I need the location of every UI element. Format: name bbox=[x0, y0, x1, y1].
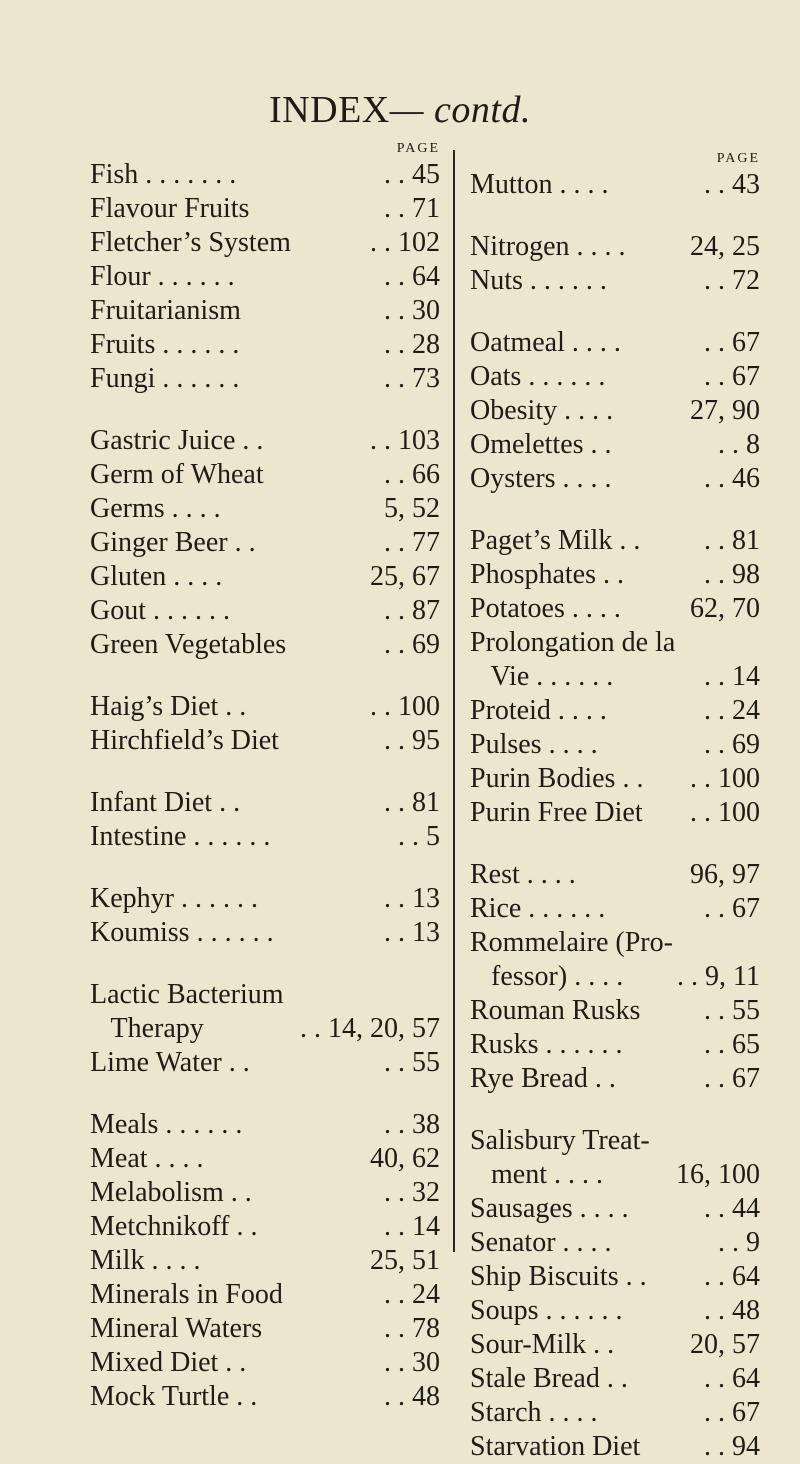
index-entry bbox=[90, 424, 440, 458]
index-entry bbox=[90, 1012, 440, 1046]
index-entry bbox=[90, 328, 440, 362]
index-pages: . . 44 bbox=[704, 1193, 760, 1224]
index-term: Gout . . . . . . bbox=[90, 595, 230, 626]
index-term: Oysters . . . . bbox=[470, 463, 612, 494]
index-term: Koumiss . . . . . . bbox=[90, 917, 274, 948]
index-entry bbox=[470, 592, 760, 626]
index-pages: . . 9 bbox=[718, 1227, 760, 1258]
index-pages: . . 67 bbox=[704, 327, 760, 358]
index-term: Lactic Bacterium bbox=[90, 979, 284, 1010]
index-entry bbox=[470, 230, 760, 264]
index-entry bbox=[470, 394, 760, 428]
index-term: Omelettes . . bbox=[470, 429, 612, 460]
index-column-left bbox=[90, 140, 440, 1414]
index-term: Phosphates . . bbox=[470, 559, 624, 590]
index-term: Proteid . . . . bbox=[470, 695, 607, 726]
index-term: Starch . . . . bbox=[470, 1397, 598, 1428]
index-entry bbox=[470, 1028, 760, 1062]
index-pages: . . 100 bbox=[690, 763, 760, 794]
index-term: Stale Bread . . bbox=[470, 1363, 628, 1394]
index-pages: . . 8 bbox=[718, 429, 760, 460]
index-entry bbox=[470, 264, 760, 298]
index-entry bbox=[470, 1192, 760, 1226]
index-term: Rommelaire (Pro- bbox=[470, 927, 673, 958]
index-entry bbox=[90, 724, 440, 758]
index-term: Mock Turtle . . bbox=[90, 1381, 258, 1412]
index-entry bbox=[470, 168, 760, 202]
index-pages: . . 9, 11 bbox=[677, 961, 760, 992]
index-pages: . . 45 bbox=[384, 159, 440, 190]
index-entry bbox=[90, 294, 440, 328]
index-pages: . . 81 bbox=[704, 525, 760, 556]
index-pages: . . 67 bbox=[704, 893, 760, 924]
index-pages: . . 67 bbox=[704, 1397, 760, 1428]
index-pages: . . 55 bbox=[704, 995, 760, 1026]
index-pages: . . 30 bbox=[384, 1347, 440, 1378]
index-term: Soups . . . . . . bbox=[470, 1295, 623, 1326]
index-entry bbox=[90, 1380, 440, 1414]
index-entry bbox=[90, 978, 440, 1012]
index-pages: . . 14, 20, 57 bbox=[300, 1013, 440, 1044]
group-spacer bbox=[90, 758, 440, 786]
index-entry bbox=[470, 858, 760, 892]
index-entry bbox=[90, 158, 440, 192]
index-pages: 27, 90 bbox=[690, 395, 760, 426]
index-term: Nuts . . . . . . bbox=[470, 265, 607, 296]
index-entry bbox=[90, 628, 440, 662]
index-pages: . . 66 bbox=[384, 459, 440, 490]
index-term: Hirchfield’s Diet bbox=[90, 725, 279, 756]
index-pages: . . 46 bbox=[704, 463, 760, 494]
index-entry bbox=[90, 1210, 440, 1244]
index-entry bbox=[470, 1362, 760, 1396]
index-entry bbox=[470, 1430, 760, 1464]
index-entry bbox=[90, 1312, 440, 1346]
index-entry bbox=[470, 1062, 760, 1096]
index-pages: 96, 97 bbox=[690, 859, 760, 890]
index-term: Salisbury Treat- bbox=[470, 1125, 650, 1156]
group-spacer bbox=[90, 950, 440, 978]
index-entry bbox=[470, 1226, 760, 1260]
index-term: Sausages . . . . bbox=[470, 1193, 629, 1224]
index-entry bbox=[90, 560, 440, 594]
index-entry bbox=[470, 960, 760, 994]
index-pages: . . 55 bbox=[384, 1047, 440, 1078]
index-pages: 25, 51 bbox=[370, 1245, 440, 1276]
index-term: Ginger Beer . . bbox=[90, 527, 256, 558]
index-term: Milk . . . . bbox=[90, 1245, 201, 1276]
index-entry bbox=[90, 492, 440, 526]
index-entry bbox=[470, 524, 760, 558]
index-term: Fletcher’s System bbox=[90, 227, 291, 258]
group-spacer bbox=[470, 202, 760, 230]
index-entry bbox=[90, 1346, 440, 1380]
index-term: Fish . . . . . . . bbox=[90, 159, 237, 190]
index-term: Gastric Juice . . bbox=[90, 425, 264, 456]
index-term: Haig’s Diet . . bbox=[90, 691, 247, 722]
index-pages: . . 87 bbox=[384, 595, 440, 626]
index-term: Fruitarianism bbox=[90, 295, 241, 326]
index-pages: . . 67 bbox=[704, 1063, 760, 1094]
group-spacer bbox=[90, 1080, 440, 1108]
index-term: Therapy bbox=[90, 1013, 204, 1044]
index-entry bbox=[470, 1294, 760, 1328]
index-entry bbox=[90, 526, 440, 560]
index-term: Germs . . . . bbox=[90, 493, 221, 524]
index-term: Mineral Waters bbox=[90, 1313, 263, 1344]
group-spacer bbox=[90, 396, 440, 424]
index-term: Flavour Fruits bbox=[90, 193, 250, 224]
index-entry bbox=[90, 362, 440, 396]
index-term: Kephyr . . . . . . bbox=[90, 883, 258, 914]
index-term: Minerals in Food bbox=[90, 1279, 283, 1310]
index-pages: . . 14 bbox=[704, 661, 760, 692]
index-pages: . . 48 bbox=[704, 1295, 760, 1326]
index-term: Rice . . . . . . bbox=[470, 893, 606, 924]
index-entry bbox=[470, 1158, 760, 1192]
index-pages: . . 65 bbox=[704, 1029, 760, 1060]
index-entry bbox=[470, 428, 760, 462]
index-entry bbox=[90, 458, 440, 492]
index-term: Fruits . . . . . . bbox=[90, 329, 240, 360]
group-spacer bbox=[470, 298, 760, 326]
index-pages: . . 14 bbox=[384, 1211, 440, 1242]
index-term: Metchnikoff . . bbox=[90, 1211, 258, 1242]
index-entry bbox=[90, 1142, 440, 1176]
index-pages: . . 98 bbox=[704, 559, 760, 590]
index-entry bbox=[470, 694, 760, 728]
index-entry bbox=[90, 690, 440, 724]
index-term: Starvation Diet bbox=[470, 1431, 641, 1462]
index-term: Pulses . . . . bbox=[470, 729, 598, 760]
title-suffix: — contd. bbox=[389, 89, 531, 131]
index-entry bbox=[470, 626, 760, 660]
index-pages: . . 69 bbox=[704, 729, 760, 760]
page-column-label: PAGE bbox=[396, 141, 440, 156]
index-pages: . . 72 bbox=[704, 265, 760, 296]
index-term: Obesity . . . . bbox=[470, 395, 614, 426]
index-pages: 24, 25 bbox=[690, 231, 760, 262]
index-pages: . . 24 bbox=[384, 1279, 440, 1310]
index-pages: . . 30 bbox=[384, 295, 440, 326]
index-entry bbox=[470, 660, 760, 694]
index-entry bbox=[470, 1328, 760, 1362]
index-term: Mutton . . . . bbox=[470, 169, 609, 200]
index-entry bbox=[90, 786, 440, 820]
index-term: Potatoes . . . . bbox=[470, 593, 621, 624]
group-spacer bbox=[470, 1096, 760, 1124]
index-pages: 16, 100 bbox=[676, 1159, 760, 1190]
index-term: Oats . . . . . . bbox=[470, 361, 606, 392]
index-entry bbox=[90, 594, 440, 628]
page-column-label: PAGE bbox=[716, 151, 760, 166]
index-term: Ship Biscuits . . bbox=[470, 1261, 647, 1292]
index-term: Oatmeal . . . . bbox=[470, 327, 621, 358]
index-entry bbox=[90, 1176, 440, 1210]
index-term: Gluten . . . . bbox=[90, 561, 223, 592]
index-entry bbox=[90, 1278, 440, 1312]
index-term: Rest . . . . bbox=[470, 859, 576, 890]
index-entry bbox=[90, 820, 440, 854]
index-pages: . . 64 bbox=[704, 1363, 760, 1394]
index-entry bbox=[470, 728, 760, 762]
index-term: Green Vegetables bbox=[90, 629, 287, 660]
index-term: Rusks . . . . . . bbox=[470, 1029, 623, 1060]
index-pages: . . 94 bbox=[704, 1431, 760, 1462]
index-pages: . . 73 bbox=[384, 363, 440, 394]
group-spacer bbox=[470, 496, 760, 524]
index-pages: . . 32 bbox=[384, 1177, 440, 1208]
index-entry bbox=[470, 1260, 760, 1294]
index-entry bbox=[90, 192, 440, 226]
index-term: Infant Diet . . bbox=[90, 787, 241, 818]
index-entry bbox=[470, 1124, 760, 1158]
index-term: fessor) . . . . bbox=[470, 961, 624, 992]
index-entry bbox=[470, 326, 760, 360]
index-term: Lime Water . . bbox=[90, 1047, 250, 1078]
index-term: Rouman Rusks bbox=[470, 995, 641, 1026]
index-pages: . . 77 bbox=[384, 527, 440, 558]
index-term: Nitrogen . . . . bbox=[470, 231, 626, 262]
index-term: ment . . . . bbox=[470, 1159, 603, 1190]
index-entry bbox=[90, 1244, 440, 1278]
index-entry bbox=[90, 1046, 440, 1080]
index-entry bbox=[470, 994, 760, 1028]
index-pages: . . 5 bbox=[398, 821, 440, 852]
index-pages: . . 67 bbox=[704, 361, 760, 392]
group-spacer bbox=[470, 830, 760, 858]
index-pages: 20, 57 bbox=[690, 1329, 760, 1360]
index-term: Rye Bread . . bbox=[470, 1063, 616, 1094]
index-term: Fungi . . . . . . bbox=[90, 363, 240, 394]
index-term: Vie . . . . . . bbox=[470, 661, 614, 692]
index-term: Meals . . . . . . bbox=[90, 1109, 243, 1140]
index-entry bbox=[90, 882, 440, 916]
index-term: Mixed Diet . . bbox=[90, 1347, 247, 1378]
index-pages: . . 102 bbox=[370, 227, 440, 258]
title-main: INDEX bbox=[269, 89, 390, 131]
index-pages: . . 43 bbox=[704, 169, 760, 200]
index-entry bbox=[90, 916, 440, 950]
index-pages: 40, 62 bbox=[370, 1143, 440, 1174]
index-entry bbox=[470, 926, 760, 960]
index-pages: 62, 70 bbox=[690, 593, 760, 624]
index-pages: . . 103 bbox=[370, 425, 440, 456]
index-pages: . . 81 bbox=[384, 787, 440, 818]
index-entry bbox=[470, 796, 760, 830]
index-pages: . . 100 bbox=[370, 691, 440, 722]
index-pages: . . 95 bbox=[384, 725, 440, 756]
index-entry bbox=[470, 462, 760, 496]
index-pages: . . 38 bbox=[384, 1109, 440, 1140]
index-entry bbox=[470, 1396, 760, 1430]
index-entry bbox=[90, 260, 440, 294]
index-pages: 5, 52 bbox=[384, 493, 440, 524]
index-pages: . . 28 bbox=[384, 329, 440, 360]
index-term: Germ of Wheat bbox=[90, 459, 264, 490]
index-pages: . . 69 bbox=[384, 629, 440, 660]
index-column-right bbox=[470, 140, 760, 1464]
index-pages: . . 78 bbox=[384, 1313, 440, 1344]
index-pages: 25, 67 bbox=[370, 561, 440, 592]
index-term: Prolongation de la bbox=[470, 627, 676, 658]
index-entry bbox=[90, 1108, 440, 1142]
index-pages: . . 64 bbox=[384, 261, 440, 292]
index-pages: . . 13 bbox=[384, 883, 440, 914]
group-spacer bbox=[90, 854, 440, 882]
index-pages: . . 24 bbox=[704, 695, 760, 726]
index-pages: . . 71 bbox=[384, 193, 440, 224]
index-term: Intestine . . . . . . bbox=[90, 821, 271, 852]
index-term: Melabolism . . bbox=[90, 1177, 252, 1208]
index-entry bbox=[470, 558, 760, 592]
index-pages: . . 100 bbox=[690, 797, 760, 828]
index-term: Sour-Milk . . bbox=[470, 1329, 615, 1360]
index-pages: . . 13 bbox=[384, 917, 440, 948]
group-spacer bbox=[90, 662, 440, 690]
index-term: Paget’s Milk . . bbox=[470, 525, 641, 556]
index-term: Flour . . . . . . bbox=[90, 261, 235, 292]
index-pages: . . 48 bbox=[384, 1381, 440, 1412]
page-title bbox=[0, 88, 800, 132]
index-pages: . . 64 bbox=[704, 1261, 760, 1292]
index-entry bbox=[90, 226, 440, 260]
index-term: Meat . . . . bbox=[90, 1143, 204, 1174]
index-term: Senator . . . . bbox=[470, 1227, 612, 1258]
index-entry bbox=[470, 892, 760, 926]
index-entry bbox=[470, 360, 760, 394]
index-entry bbox=[470, 762, 760, 796]
index-term: Purin Bodies . . bbox=[470, 763, 644, 794]
index-term: Purin Free Diet bbox=[470, 797, 643, 828]
column-divider bbox=[453, 150, 455, 1252]
